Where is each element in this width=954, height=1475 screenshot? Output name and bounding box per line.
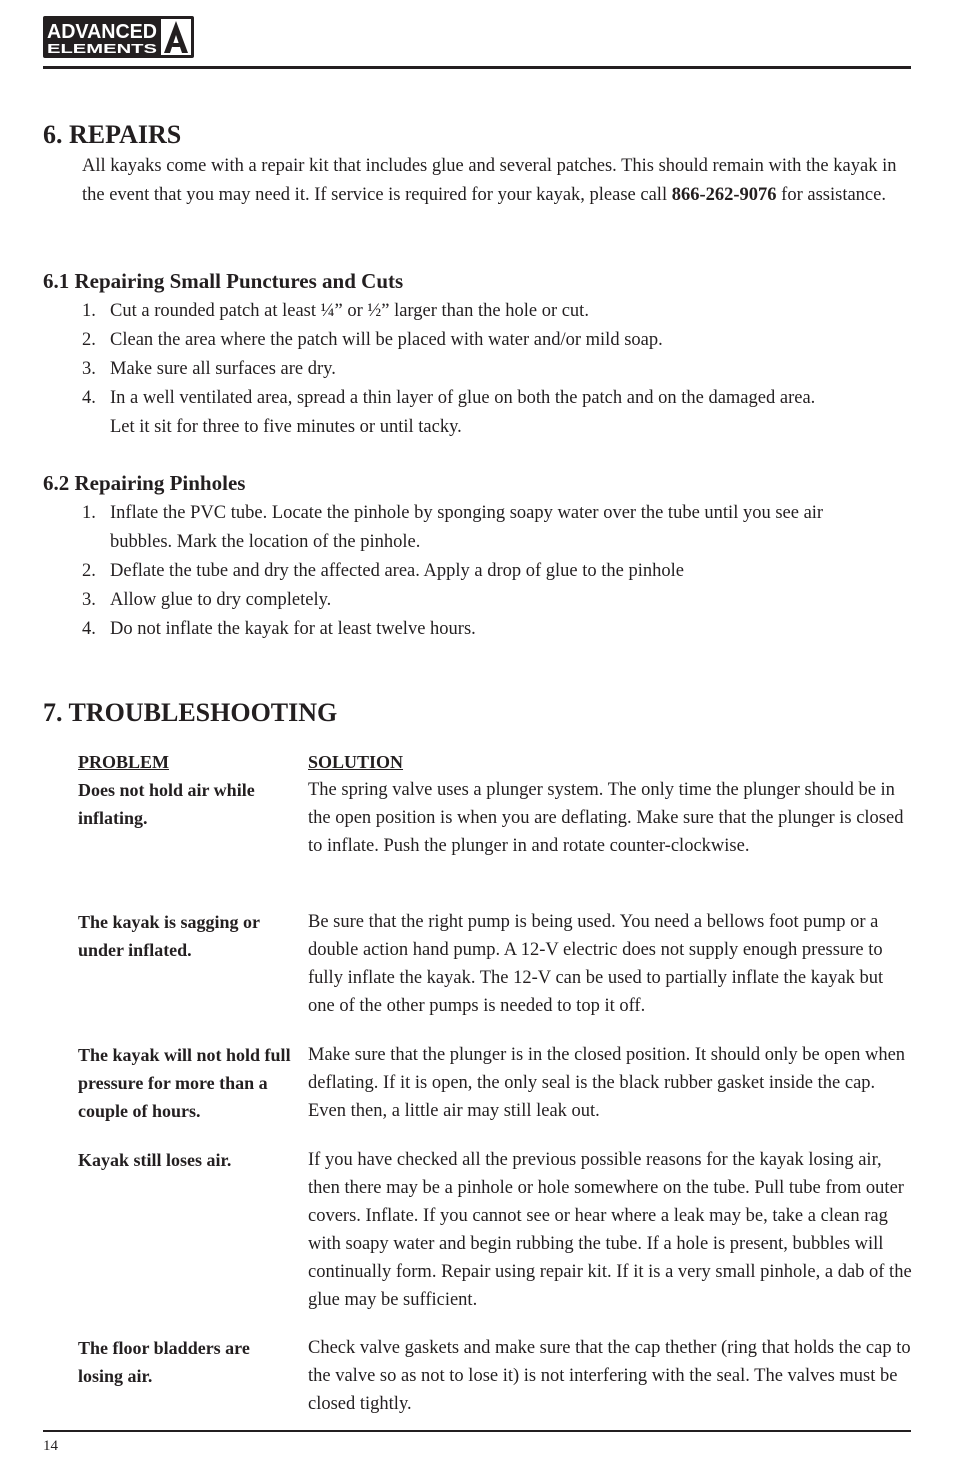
- step-text: Inflate the PVC tube. Locate the pinhole by sponging soapy water over the tube until you see air bubbles. Mark the location of the pinhole.: [110, 503, 824, 552]
- problem-cell: The kayak will not hold full pressure for more than a couple of hours.: [78, 1045, 291, 1121]
- problem-cell: Kayak still loses air.: [78, 1150, 232, 1170]
- list-item: [82, 355, 842, 384]
- step-text: In a well ventilated area, spread a thin layer of glue on both the patch and on the damaged area. Let it sit for three to five minutes or until tacky.: [110, 388, 816, 437]
- step-text: Clean the area where the patch will be placed with water and/or mild soap.: [110, 330, 663, 350]
- list-item: [82, 557, 842, 586]
- service-phone-number: 866-262-9076: [671, 185, 777, 205]
- step-number: 2.: [82, 330, 96, 350]
- repairs-intro: [82, 152, 912, 210]
- solution-cell: Make sure that the plunger is in the closed position. It should only be open when deflating. If it is open, the only seal is the black rubber gasket inside the cap. Even then, a little air may still leak out.: [308, 1045, 906, 1121]
- step-number: 4.: [82, 388, 96, 408]
- section-6-1-steps: [82, 297, 842, 442]
- logo-text-line2: ELEMENTS: [47, 41, 158, 56]
- list-item: [82, 326, 842, 355]
- logo-text-line1: ADVANCED: [47, 21, 157, 43]
- solution-cell: The spring valve uses a plunger system. The only time the plunger should be in the open position is when you are deflating. Make sure that the plunger is closed to inflate. Push the plunger in and rotate counter-clockwise.: [308, 780, 904, 856]
- solution-column-header: SOLUTION: [308, 752, 404, 772]
- step-number: 4.: [82, 619, 96, 639]
- repairs-intro-suffix: for assistance.: [776, 185, 886, 205]
- page-number: 14: [43, 1438, 58, 1454]
- repairs-intro-text: All kayaks come with a repair kit that includes glue and several patches. This should remain with the kayak in the event that you may need it. If service is required for your kayak, please call: [82, 156, 897, 205]
- solution-cell: If you have checked all the previous possible reasons for the kayak losing air, then there may be a pinhole or hole somewhere on the tube. Pull tube from outer covers. Inflate. If you cannot see or hear where a leak may be, take a clean rag with soapy water and begin rubbing the tube. If a hole is present, bubbles will continually form. Repair using repair kit. If it is a very small pinhole, a dab of the glue may be sufficient.: [308, 1150, 912, 1310]
- step-text: Cut a rounded patch at least ¼” or ½” larger than the hole or cut.: [110, 301, 589, 321]
- step-text: Make sure all surfaces are dry.: [110, 359, 336, 379]
- step-number: 3.: [82, 590, 96, 610]
- advanced-elements-logo: [43, 16, 194, 58]
- list-item: [82, 384, 842, 442]
- problem-cell: The floor bladders are losing air.: [78, 1338, 250, 1386]
- step-number: 1.: [82, 503, 96, 523]
- step-text: Deflate the tube and dry the affected area. Apply a drop of glue to the pinhole: [110, 561, 684, 581]
- solution-cell: Be sure that the right pump is being used. You need a bellows foot pump or a double action hand pump. A 12-V electric does not supply enough pressure to fully inflate the kayak. The 12-V can be used to partially inflate the kayak but one of the other pumps is needed to top it off.: [308, 912, 884, 1016]
- step-number: 2.: [82, 561, 96, 581]
- problem-column-header: PROBLEM: [78, 752, 170, 772]
- step-number: 1.: [82, 301, 96, 321]
- list-item: [82, 615, 842, 644]
- list-item: [82, 586, 842, 615]
- section-6-1-heading: 6.1 Repairing Small Punctures and Cuts: [43, 269, 404, 293]
- header-rule: [43, 66, 911, 69]
- problem-cell: Does not hold air while inflating.: [78, 780, 255, 828]
- solution-cell: Check valve gaskets and make sure that the cap thether (ring that holds the cap to the valve so as not to lose it) is not interfering with the seal. The valves must be closed tightly.: [308, 1338, 911, 1414]
- footer-rule: [43, 1430, 911, 1432]
- step-number: 3.: [82, 359, 96, 379]
- problem-cell: The kayak is sagging or under inflated.: [78, 912, 260, 960]
- list-item: [82, 499, 842, 557]
- step-text: Allow glue to dry completely.: [110, 590, 332, 610]
- section-6-2-steps: [82, 499, 842, 644]
- repairs-heading: 6. REPAIRS: [43, 120, 182, 149]
- section-6-2-heading: 6.2 Repairing Pinholes: [43, 471, 246, 495]
- troubleshooting-heading: 7. TROUBLESHOOTING: [43, 698, 338, 727]
- step-text: Do not inflate the kayak for at least twelve hours.: [110, 619, 476, 639]
- list-item: [82, 297, 842, 326]
